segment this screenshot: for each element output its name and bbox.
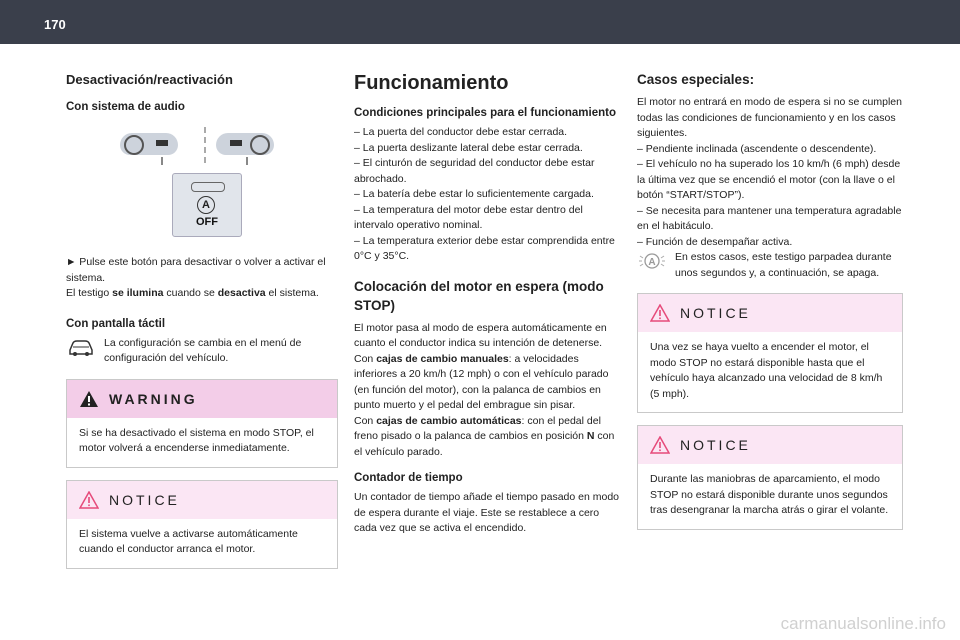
- blinking-auto-stop-icon: [637, 250, 667, 272]
- notice-text: Una vez se haya vuelto a encender el motor, el modo STOP no estará disponible hasta que el vehículo haya alcanzado una velocidad de 8 km/h (5 mph).: [650, 341, 883, 400]
- subheading-conditions: Condiciones principales para el funcionamiento: [354, 107, 616, 119]
- warning-text: Si se ha desactivado el sistema en modo STOP, el motor volverá a encenderse inmediatamente.: [79, 426, 314, 454]
- notice-box: [637, 293, 903, 413]
- section-heading: Desactivación/reactivación: [66, 72, 233, 87]
- warning-box: [66, 379, 338, 468]
- notice-box: [637, 425, 903, 530]
- manual-gearbox-text: Con cajas de cambio manuales: a velocidades inferiores a 20 km/h (12 mph) o con el vehículo parado (en función del motor), con la palanca de cambios en punto muerto y el pedal del embrague sin pisar.: [354, 352, 609, 411]
- list-item: – El cinturón de seguridad del conductor debe estar abrochado.: [354, 157, 595, 185]
- stop-start-button-illustration: [66, 119, 338, 249]
- notice-title: NOTICE: [680, 437, 751, 453]
- notice-triangle-icon: [650, 304, 670, 322]
- notice-triangle-icon: [79, 491, 99, 509]
- notice-text: El sistema vuelve a activarse automáticamente cuando el conductor arranca el motor.: [79, 527, 298, 555]
- dashboard-left-icon: [120, 133, 178, 155]
- special-cases-intro: El motor no entrará en modo de espera si no se cumplen todas las condiciones de funcionamiento y en los casos siguientes.: [637, 96, 902, 139]
- warning-title: WARNING: [109, 390, 198, 407]
- car-settings-icon: [66, 336, 96, 358]
- notice-title: NOTICE: [680, 305, 751, 321]
- touchscreen-text: La configuración se cambia en el menú de configuración del vehículo.: [104, 336, 302, 364]
- column-left: [66, 72, 338, 569]
- list-item: – La puerta del conductor debe estar cerrada.: [354, 126, 568, 138]
- notice-triangle-icon: [650, 436, 670, 454]
- svg-text:A: A: [648, 257, 656, 268]
- indicator-text: El testigo se ilumina cuando se desactiva el sistema.: [66, 287, 319, 299]
- notice-text: Durante las maniobras de aparcamiento, el modo STOP no estará disponible durante unos segundos tras desengranar la marcha atrás o girar el volante.: [650, 473, 889, 516]
- column-middle: [354, 72, 620, 537]
- blink-text: En estos casos, este testigo parpadea durante unos segundos y, a continuación, se apaga.: [675, 251, 892, 279]
- notice-box: [66, 480, 338, 569]
- counter-text: Un contador de tiempo añade el tiempo pasado en modo de espera durante el viaje. Este se restablece a cero cada vez que se activa el encendido.: [354, 491, 620, 534]
- touchscreen-note: [66, 336, 338, 367]
- list-item: – El vehículo no ha superado los 10 km/h (6 mph) desde la última vez que se encendió el motor (con la llave o el botón “START/STOP”).: [637, 158, 901, 201]
- subheading-counter: Contador de tiempo: [354, 472, 463, 484]
- subheading-touchscreen: Con pantalla táctil: [66, 317, 166, 330]
- list-item: – La batería debe estar lo suficientemente cargada.: [354, 188, 594, 200]
- page-header-bar: [0, 0, 960, 44]
- blink-note: [637, 250, 903, 281]
- column-right: [637, 72, 903, 530]
- auto-gearbox-text: Con cajas de cambio automáticas: con el pedal del freno pisado o la palanca de cambios en posición N con el vehículo parado.: [354, 414, 615, 458]
- auto-stop-icon: A: [197, 196, 215, 214]
- stop-start-off-button[interactable]: [172, 173, 242, 237]
- section-heading: Funcionamiento: [354, 72, 509, 94]
- list-item: – La puerta deslizante lateral debe estar cerrada.: [354, 141, 583, 154]
- notice-title: NOTICE: [109, 491, 180, 508]
- stop-intro-text: El motor pasa al modo de espera automáticamente en cuanto el conductor indica su intención de detenerse.: [354, 321, 607, 349]
- dashboard-right-icon: [216, 133, 274, 155]
- list-item: – Pendiente inclinada (ascendente o descendente).: [637, 142, 877, 155]
- list-item: – La temperatura exterior debe estar comprendida entre 0°C y 35°C.: [354, 234, 615, 262]
- subheading-stop-mode: Colocación del motor en espera (modo STOP): [354, 278, 604, 313]
- list-item: – Función de desempañar activa.: [637, 235, 793, 248]
- list-item: – La temperatura del motor debe estar dentro del intervalo operativo nominal.: [354, 203, 583, 231]
- page-number: 170: [44, 17, 66, 32]
- off-label: OFF: [196, 216, 218, 228]
- section-heading: Casos especiales:: [637, 72, 755, 87]
- subheading-audio: Con sistema de audio: [66, 101, 185, 113]
- watermark: carmanualsonline.info: [780, 614, 946, 633]
- warning-triangle-icon: [79, 390, 99, 408]
- list-item: – Se necesita para mantener una temperatura agradable en el habitáculo.: [637, 204, 902, 232]
- instruction-text: ► Pulse este botón para desactivar o volver a activar el sistema.: [66, 256, 326, 284]
